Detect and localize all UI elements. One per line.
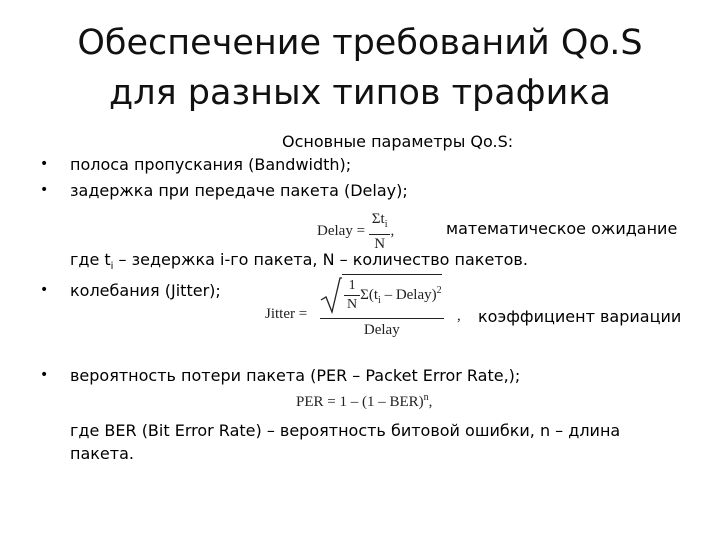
ber-line-1: где BER (Bit Error Rate) – вероятность битовой ошибки, n – длина (70, 421, 621, 440)
delay-formula (317, 210, 394, 253)
jitter-denominator: Delay (363, 322, 400, 338)
jitter-inner-numerator: 1 (344, 277, 360, 296)
jitter-comma: , (457, 308, 461, 324)
delay-where: где $t_i$ – зедержка i-го пакета, N – количество пакетов. (70, 250, 528, 273)
delay-fraction: $\frac{\Sigma t_i}{N}$ (369, 210, 391, 253)
delay-note: математическое ожидание (446, 219, 678, 238)
jitter-inner-denominator: N (347, 297, 358, 312)
delay-numerator: Σt (371, 211, 385, 227)
bullet-icon: • (40, 282, 49, 298)
subtitle: Основные параметры Qo.S: (282, 132, 514, 151)
jitter-fraction: $\frac{1}{N}$ $\Sigma(t_i$ – Delay)$^2$ Delay (320, 274, 444, 341)
jitter-formula (265, 274, 461, 338)
bullet-bandwidth: полоса пропускания (Bandwidth); (70, 155, 352, 174)
bullet-icon: • (40, 156, 49, 172)
bullet-delay: задержка при передаче пакета (Delay); (70, 181, 408, 200)
jitter-note: коэффициент вариации (478, 307, 682, 326)
delay-denominator: N (374, 236, 386, 252)
per-expression: PER = 1 – (1 – BER) (296, 394, 424, 410)
slide-title (60, 18, 660, 118)
bullet-icon: • (40, 182, 49, 198)
title-line-2: для разных типов трафика (109, 73, 611, 113)
bullet-jitter: колебания (Jitter); (70, 281, 221, 300)
bullet-icon: • (40, 367, 49, 383)
sqrt-icon (320, 276, 342, 314)
jitter-formula-lhs: Jitter = (265, 306, 308, 322)
delay-comma: , (390, 222, 395, 239)
bullet-per: вероятность потери пакета (PER – Packet Error Rate,); (70, 366, 521, 385)
ber-line-2: пакета. (70, 444, 134, 463)
title-line-1: Обеспечение требований Qo.S (77, 23, 643, 63)
per-formula: PER = 1 – (1 – BER)$^n$, (296, 392, 433, 410)
delay-formula-lhs: Delay = (317, 222, 366, 239)
